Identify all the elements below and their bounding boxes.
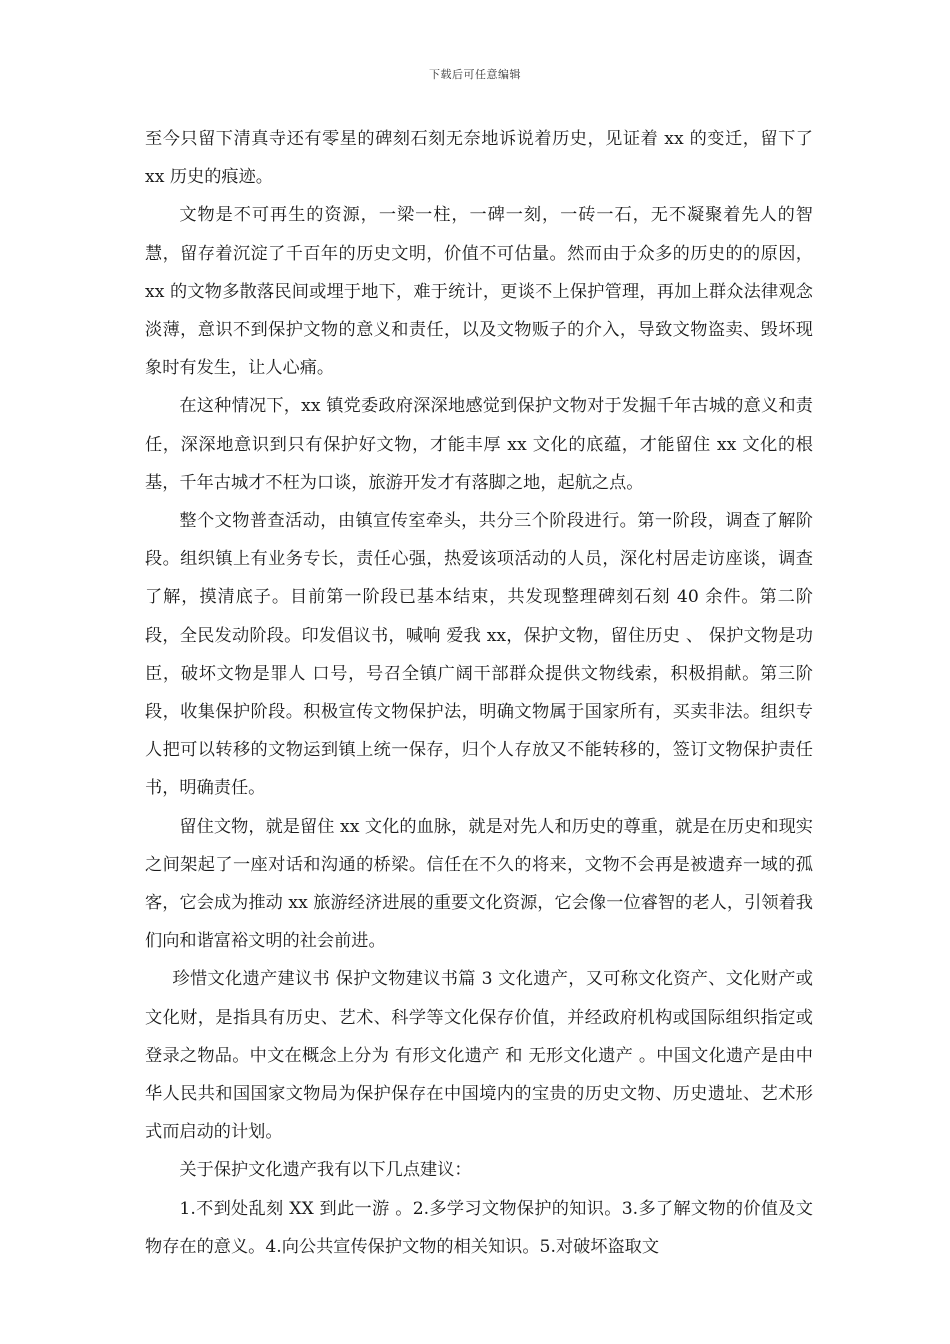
paragraph-1: 至今只留下清真寺还有零星的碑刻石刻无奈地诉说着历史，见证着 xx 的变迁，留下了 xx 历史的痕迹。 — [145, 129, 813, 188]
paragraph-2: 文物是不可再生的资源，一梁一柱，一碑一刻，一砖一石，无不凝聚着先人的智慧，留存着沉淀了千百年的历史文明，价值不可估量。然而由于众多的历史的的原因，xx 的文物多散落民间或埋于地下，难于统计，更谈不上保护管理，再加上群众法律观念淡薄，意识不到保护文物的意义和责任，以及文物贩子的介入，导致文物盗卖、毁坏现象时有发生，让人心痛。 — [145, 205, 813, 379]
paragraph-8: 1.不到处乱刻 XX 到此一游 。2.多学习文物保护的知识。3.多了解文物的价值及文物存在的意义。4.向公共宣传保护文物的相关知识。5.对破坏盗取文 — [145, 1198, 813, 1257]
document-body — [145, 120, 813, 1266]
paragraph-3: 在这种情况下，xx 镇党委政府深深地感觉到保护文物对于发掘千年古城的意义和责任，深深地意识到只有保护好文物，才能丰厚 xx 文化的底蕴，才能留住 xx 文化的根基，千年古城才不枉为口谈，旅游开发才有落脚之地，起航之点。 — [145, 396, 813, 493]
page-header: 下载后可任意编辑 — [429, 68, 521, 81]
paragraph-5: 留住文物，就是留住 xx 文化的血脉，就是对先人和历史的尊重，就是在历史和现实之间架起了一座对话和沟通的桥梁。信任在不久的将来，文物不会再是被遗弃一域的孤客，它会成为推动 xx 旅游经济进展的重要文化资源，它会像一位睿智的老人，引领着我们向和谐富裕文明的社会前进。 — [145, 816, 813, 952]
paragraph-7: 关于保护文化遗产我有以下几点建议： — [179, 1160, 472, 1181]
paragraph-6: 珍惜文化遗产建议书 保护文物建议书篇 3 文化遗产，又可称文化资产、文化财产或文化财，是指具有历史、艺术、科学等文化保存价值，并经政府机构或国际组织指定或登录之物品。中文在概念上分为 有形文化遗产 和 无形文化遗产 。中国文化遗产是由中华人民共和国国家文物局为保护保存在中国境内的宝贵的历史文物、历史遗址、艺术形式而启动的计划。 — [145, 969, 813, 1143]
paragraph-4: 整个文物普查活动，由镇宣传室牵头，共分三个阶段进行。第一阶段，调查了解阶段。组织镇上有业务专长，责任心强，热爱该项活动的人员，深化村居走访座谈，调查了解，摸清底子。目前第一阶段已基本结束，共发现整理碑刻石刻 40 余件。第二阶段，全民发动阶段。印发倡议书，喊响 爱我 xx，保护文物，留住历史 、 保护文物是功臣，破坏文物是罪人 口号，号召全镇广阔干部群众提供文物线索，积极捐献。第三阶段，收集保护阶段。积极宣传文物保护法，明确文物属于国家所有，买卖非法。组织专人把可以转移的文物运到镇上统一保存，归个人存放又不能转移的，签订文物保护责任书，明确责任。 — [145, 511, 813, 799]
